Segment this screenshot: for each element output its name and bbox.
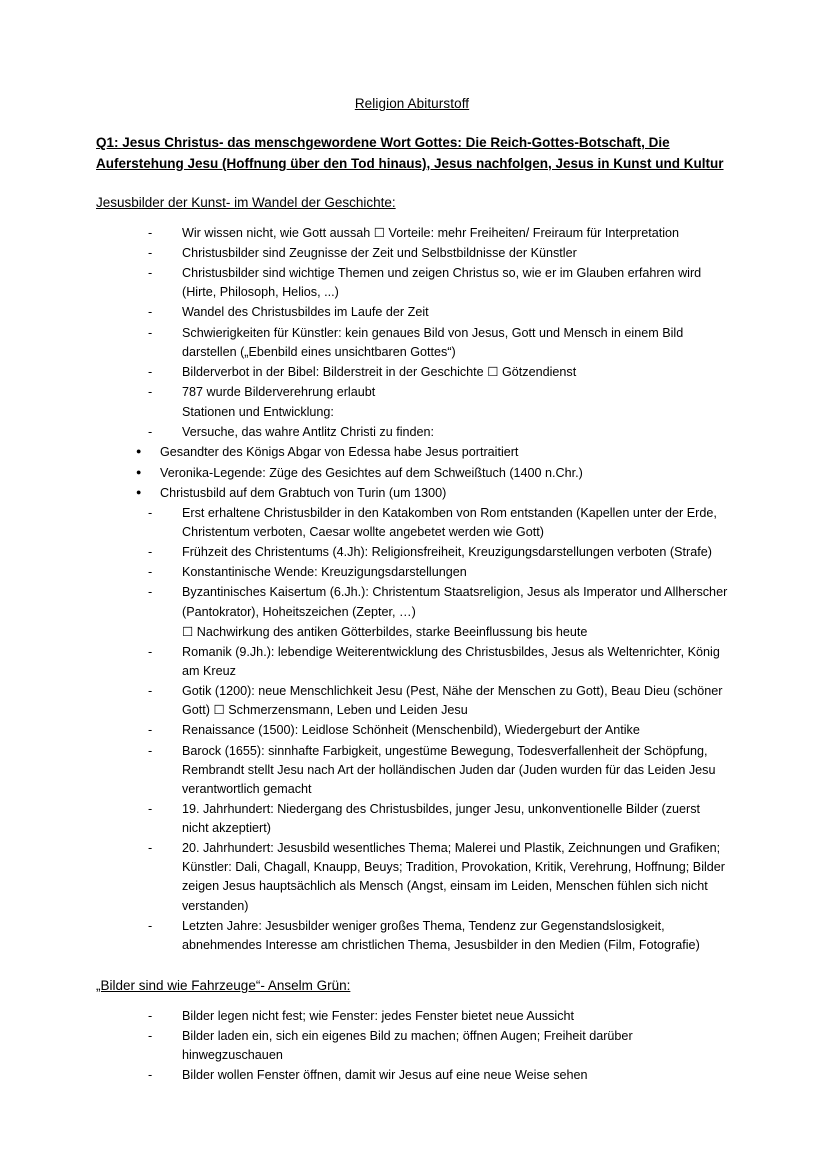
list-item: - Bilder wollen Fenster öffnen, damit wir Jesus auf eine neue Weise sehen bbox=[148, 1066, 728, 1085]
list-item: - Wir wissen nicht, wie Gott aussah ☐ Vorteile: mehr Freiheiten/ Freiraum für Interpretation bbox=[148, 224, 728, 243]
section-heading-bilder-fahrzeuge: „Bilder sind wie Fahrzeuge“- Anselm Grün: bbox=[96, 978, 351, 994]
list-item: - Konstantinische Wende: Kreuzigungsdarstellungen bbox=[148, 563, 728, 582]
list-item: - 20. Jahrhundert: Jesusbild wesentliches Thema; Malerei und Plastik, Zeichnungen und Grafiken; Künstler: Dali, Chagall, Knaupp, Beuys; Tradition, Provokation, Kritik, Verehrung, Hoffnung; Bilder zeigen Jesus hauptsächlich als Mensch (Angst, einsam im Leiden, Menschen fühlen sich nicht verstanden) bbox=[148, 839, 728, 916]
list-item: - Byzantinisches Kaisertum (6.Jh.): Christentum Staatsreligion, Jesus als Imperator und Allherscher (Pantokrator), Hoheitszeichen (Zepter, …) bbox=[148, 583, 728, 621]
list-item: - Schwierigkeiten für Künstler: kein genaues Bild von Jesus, Gott und Mensch in einem Bild darstellen („Ebenbild eines unsichtbaren Gottes“) bbox=[148, 324, 728, 362]
list-bilder-fahrzeuge bbox=[96, 1007, 728, 1086]
section-heading-jesusbilder: Jesusbilder der Kunst- im Wandel der Geschichte: bbox=[96, 194, 396, 210]
list-item: - Bilder laden ein, sich ein eigenes Bild zu machen; öffnen Augen; Freiheit darüber hinwegzuschauen bbox=[148, 1027, 728, 1065]
list-item: - Renaissance (1500): Leidlose Schönheit (Menschenbild), Wiedergeburt der Antike bbox=[148, 721, 728, 740]
list-item: - Barock (1655): sinnhafte Farbigkeit, ungestüme Bewegung, Todesverfallenheit der Schöpfung, Rembrandt stellt Jesu nach Art der holländischen Juden dar (Juden wurden für das Leiden Jesu verantwortlich gemacht bbox=[148, 742, 728, 799]
list-item: - Romanik (9.Jh.): lebendige Weiterentwicklung des Christusbildes, Jesus als Weltenrichter, König am Kreuz bbox=[148, 643, 728, 681]
list-jesusbilder-part2 bbox=[96, 504, 728, 955]
list-item: - Wandel des Christusbildes im Laufe der Zeit bbox=[148, 303, 728, 322]
list-item: - Bilderverbot in der Bibel: Bilderstreit in der Geschichte ☐ Götzendienst bbox=[148, 363, 728, 382]
list-item: ● Gesandter des Königs Abgar von Edessa habe Jesus portraitiert bbox=[136, 443, 728, 462]
page-title: Religion Abiturstoff bbox=[354, 96, 470, 111]
list-item: - Christusbilder sind wichtige Themen und zeigen Christus so, wie er im Glauben erfahren wird (Hirte, Philosoph, Helios, ...) bbox=[148, 264, 728, 302]
list-item: - Bilder legen nicht fest; wie Fenster: jedes Fenster bietet neue Aussicht bbox=[148, 1007, 728, 1026]
list-item: - 19. Jahrhundert: Niedergang des Christusbildes, junger Jesu, unkonventionelle Bilder (zuerst nicht akzeptiert) bbox=[148, 800, 728, 838]
sub-bullet-list bbox=[96, 443, 728, 502]
list-item: ● Veronika-Legende: Züge des Gesichtes auf dem Schweißtuch (1400 n.Chr.) bbox=[136, 464, 728, 483]
list-item-no-dash: Stationen und Entwicklung: bbox=[182, 405, 334, 420]
list-item: - Gotik (1200): neue Menschlichkeit Jesu (Pest, Nähe der Menschen zu Gott), Beau Dieu (schöner Gott) ☐ Schmerzensmann, Leben und Leiden Jesu bbox=[148, 682, 728, 720]
list-item-arrow-note: ☐ Nachwirkung des antiken Götterbildes, starke Beeinflussung bis heute bbox=[182, 624, 588, 639]
list-item: - Frühzeit des Christentums (4.Jh): Religionsfreiheit, Kreuzigungsdarstellungen verboten (Strafe) bbox=[148, 543, 728, 562]
q1-heading: Q1: Jesus Christus- das menschgewordene Wort Gottes: Die Reich-Gottes-Botschaft, Die Auferstehung Jesu (Hoffnung über den Tod hinaus), Jesus nachfolgen, Jesus in Kunst und Kultur bbox=[96, 135, 724, 171]
section-spacer bbox=[96, 956, 728, 978]
list-item: - Erst erhaltene Christusbilder in den Katakomben von Rom entstanden (Kapellen unter der Erde, Christentum verboten, Caesar wollte angebetet werden wie Gott) bbox=[148, 504, 728, 542]
list-item: - Christusbilder sind Zeugnisse der Zeit und Selbstbildnisse der Künstler bbox=[148, 244, 728, 263]
list-item: - Versuche, das wahre Antlitz Christi zu finden: bbox=[148, 423, 728, 442]
list-jesusbilder-part1 bbox=[96, 224, 728, 443]
list-item: - 787 wurde Bilderverehrung erlaubt bbox=[148, 383, 728, 402]
list-item: - Letzten Jahre: Jesusbilder weniger großes Thema, Tendenz zur Gegenstandslosigkeit, abnehmendes Interesse am christlichen Thema, Jesusbilder in den Medien (Film, Fotografie) bbox=[148, 917, 728, 955]
list-item: ● Christusbild auf dem Grabtuch von Turin (um 1300) bbox=[136, 484, 728, 503]
